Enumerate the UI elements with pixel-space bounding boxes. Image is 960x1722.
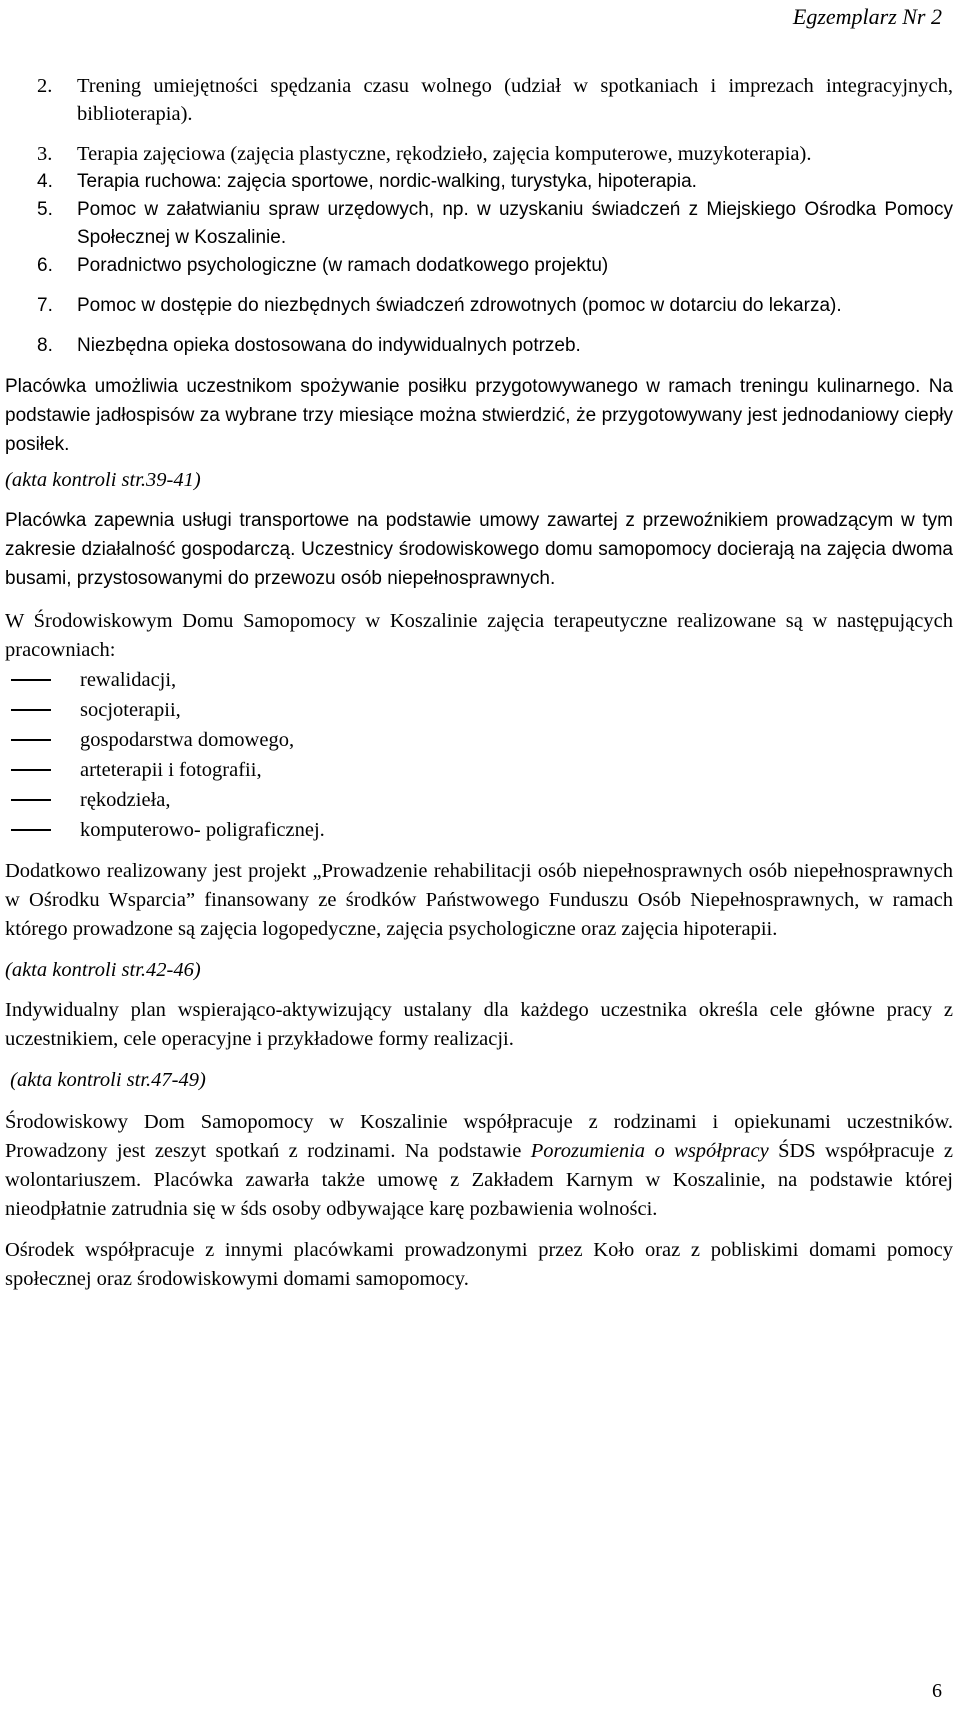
workshop-name: rękodzieła, — [80, 789, 171, 811]
workshop-name: arteterapii i fotografii, — [80, 759, 262, 781]
copy-number-header: Egzemplarz Nr 2 — [792, 4, 942, 29]
plan-paragraph: Indywidualny plan wspierająco-aktywizujący ustalany dla każdego uczestnika określa cele główne pracy z uczestnikiem, cele operacyjne i przykładowe formy realizacji. — [5, 999, 953, 1050]
list-item-text: Pomoc w załatwianiu spraw urzędowych, np. w uzyskaniu świadczeń z Miejskiego Ośrodka Pomocy Społecznej w Koszalinie. — [77, 199, 953, 248]
list-item — [5, 725, 953, 755]
list-item-text: Trening umiejętności spędzania czasu wolnego (udział w spotkaniach i imprezach integracyjnych, biblioterapia). — [77, 75, 953, 125]
workshops-intro-paragraph: W Środowiskowym Domu Samopomocy w Koszalinie zajęcia terapeutyczne realizowane są w następujących pracowniach: — [5, 610, 953, 661]
list-item — [5, 665, 953, 695]
workshop-name: gospodarstwa domowego, — [80, 729, 295, 751]
list-item — [5, 72, 953, 128]
list-item — [5, 196, 953, 252]
page-number: 6 — [932, 1680, 942, 1702]
list-item-number: 6. — [37, 255, 53, 276]
partners-paragraph: Ośrodek współpracuje z innymi placówkami prowadzonymi przez Koło oraz z pobliskimi domami pomocy społecznej oraz środowiskowymi domami samopomocy. — [5, 1239, 953, 1290]
list-item — [5, 695, 953, 725]
workshop-name: rewalidacji, — [80, 669, 177, 691]
dash-bullet — [11, 799, 51, 801]
list-item-number: 4. — [37, 171, 53, 192]
workshop-name: socjoterapii, — [80, 699, 181, 721]
list-item-number: 5. — [37, 199, 53, 220]
list-item-text: Terapia zajęciowa (zajęcia plastyczne, rękodzieło, zajęcia komputerowe, muzykoterapia). — [77, 143, 812, 165]
dash-bullet — [11, 709, 51, 711]
document-body — [5, 72, 953, 1294]
list-item — [5, 292, 953, 320]
list-item — [5, 252, 953, 280]
cooperation-text-end: ŚDS współpracuje z wolontariuszem. Placówka zawarła także umowę z Zakładem Karnym w Koszalinie, na podstawie której nieodpłatnie zatrudnia się w śds osoby odbywające karę pozbawienia wolności. — [5, 1140, 953, 1220]
project-paragraph: Dodatkowo realizowany jest projekt „Prowadzenie rehabilitacji osób niepełnosprawnych osób niepełnosprawnych w Ośrodku Wsparcia” finansowany ze środków Państwowego Funduszu Osób Niepełnosprawnych, w ramach którego prowadzone są zajęcia logopedyczne, zajęcia psychologiczne oraz zajęcia hipoterapii. — [5, 860, 953, 940]
dash-bullet — [11, 769, 51, 771]
support-list-top — [5, 72, 953, 168]
workshop-name: komputerowo- poligraficznej. — [80, 819, 325, 841]
list-item-text: Niezbędna opieka dostosowana do indywidualnych potrzeb. — [77, 335, 581, 356]
list-item-number: 3. — [37, 143, 53, 165]
dash-bullet — [11, 739, 51, 741]
list-item-number: 2. — [37, 75, 53, 97]
list-item-text: Pomoc w dostępie do niezbędnych świadczeń zdrowotnych (pomoc w dotarciu do lekarza). — [77, 295, 842, 316]
meals-paragraph: Placówka umożliwia uczestnikom spożywanie posiłku przygotowywanego w ramach treningu kulinarnego. Na podstawie jadłospisów za wybrane trzy miesiące można stwierdzić, że przygotowywany jest jednodaniowy ciepły posiłek. — [5, 376, 953, 455]
list-item — [5, 168, 953, 196]
list-item — [5, 785, 953, 815]
cooperation-paragraph — [5, 1108, 953, 1224]
agreement-title: Porozumienia o współpracy — [530, 1140, 769, 1162]
audit-reference: (akta kontroli str.47-49) — [5, 1069, 206, 1091]
support-list-bottom — [5, 168, 953, 360]
audit-reference: (akta kontroli str.39-41) — [5, 469, 201, 491]
transport-paragraph: Placówka zapewnia usługi transportowe na podstawie umowy zawartej z przewoźnikiem prowadzącym w tym zakresie działalność gospodarczą. Uczestnicy środowiskowego domu samopomocy docierają na zajęcia dwoma busami, przystosowanymi do przewozu osób niepełnosprawnych. — [5, 510, 953, 589]
list-item-text: Terapia ruchowa: zajęcia sportowe, nordic-walking, turystyka, hipoterapia. — [77, 171, 697, 192]
list-item-text: Poradnictwo psychologiczne (w ramach dodatkowego projektu) — [77, 255, 609, 276]
list-item-number: 8. — [37, 335, 53, 356]
list-item — [5, 755, 953, 785]
audit-reference: (akta kontroli str.42-46) — [5, 959, 201, 981]
list-item-number: 7. — [37, 295, 53, 316]
list-item — [5, 332, 953, 360]
list-item — [5, 140, 953, 168]
list-item — [5, 815, 953, 845]
dash-bullet — [11, 679, 51, 681]
workshops-list — [5, 665, 953, 845]
cooperation-text-start: Środowiskowy Dom Samopomocy w Koszalinie współpracuje z rodzinami i opiekunami uczestników. Prowadzony jest zeszyt spotkań z rodzinami. Na podstawie — [5, 1111, 953, 1162]
dash-bullet — [11, 829, 51, 831]
